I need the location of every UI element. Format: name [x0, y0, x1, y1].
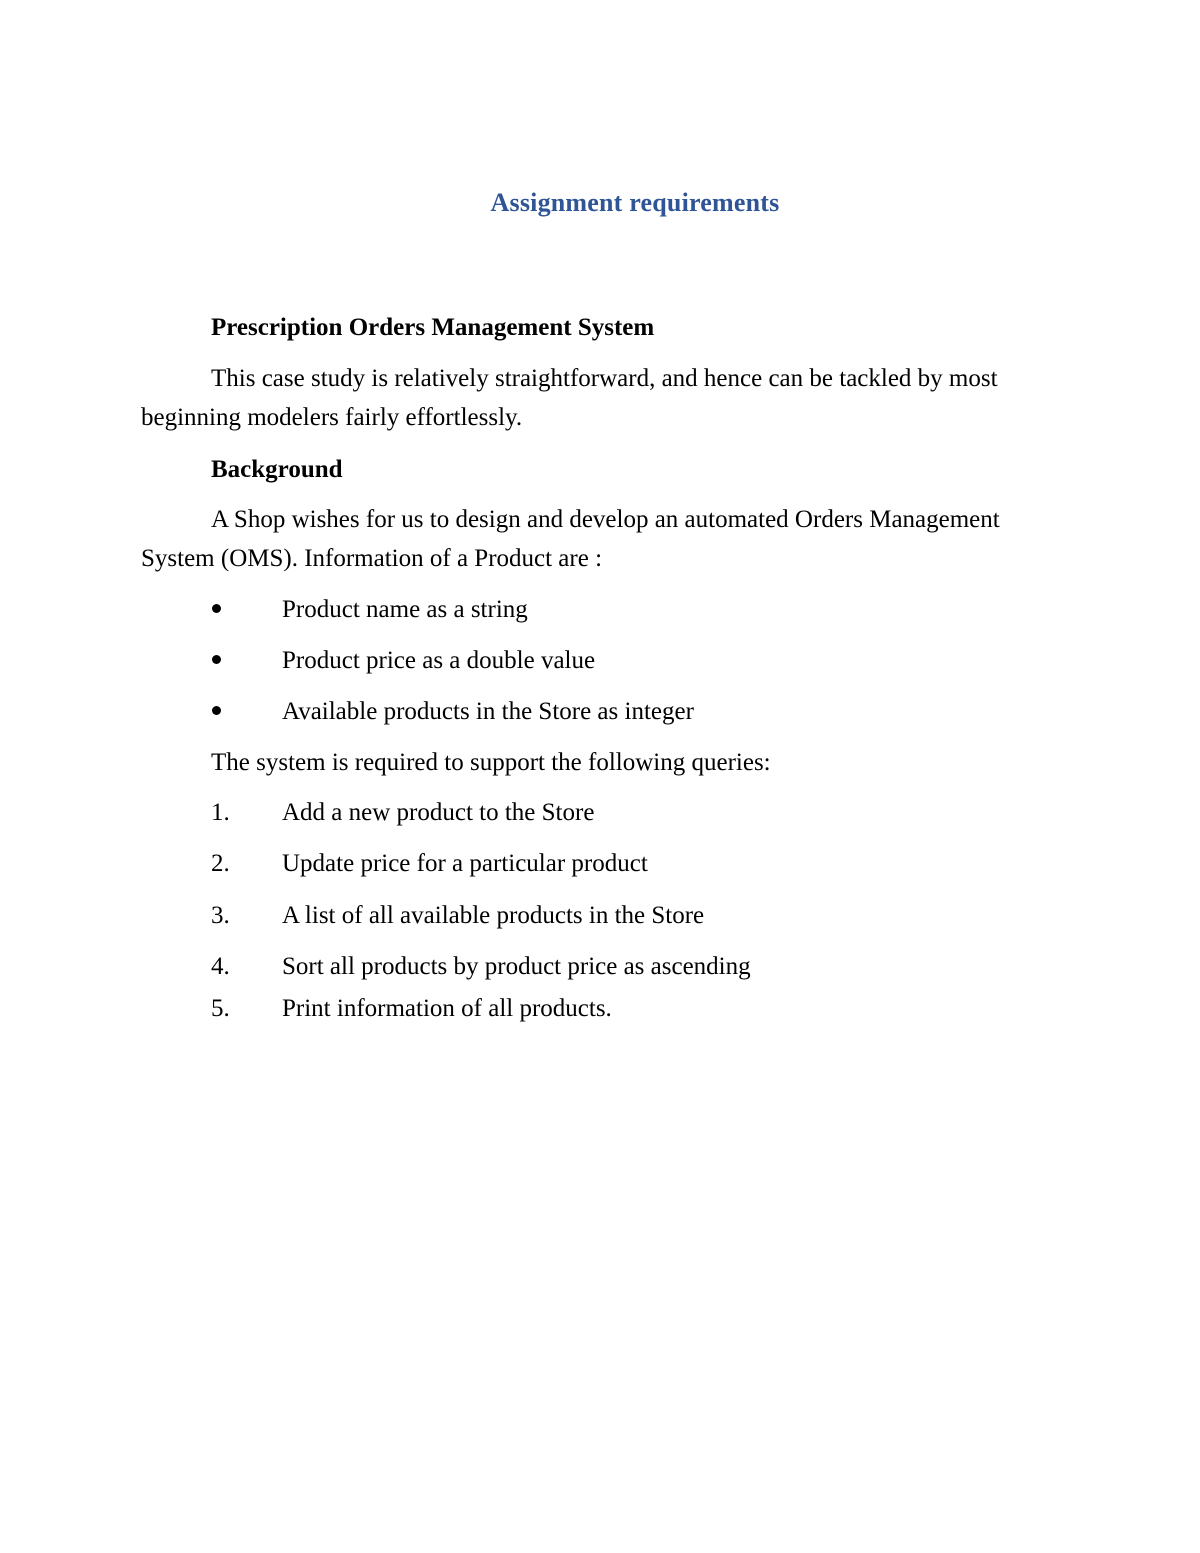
list-item: Available products in the Store as integer [282, 698, 694, 725]
list-item: A list of all available products in the Store [282, 902, 705, 929]
queries-intro: The system is required to support the following queries: [211, 749, 771, 776]
list-item: Print information of all products. [282, 995, 612, 1022]
document-title: Assignment requirements [490, 188, 780, 217]
section-heading: Prescription Orders Management System [211, 314, 655, 341]
bullet-icon [212, 706, 221, 715]
bullet-icon [212, 604, 221, 613]
bullet-icon [212, 655, 221, 664]
list-item: Product name as a string [282, 596, 528, 623]
list-item: Update price for a particular product [282, 850, 648, 877]
list-item: Product price as a double value [282, 647, 596, 674]
list-number: 4. [211, 953, 230, 980]
background-paragraph-line-1: A Shop wishes for us to design and develop an automated Orders Management [211, 506, 1000, 533]
list-number: 5. [211, 995, 230, 1022]
list-item: Sort all products by product price as ascending [282, 953, 751, 980]
intro-paragraph-line-1: This case study is relatively straightforward, and hence can be tackled by most [211, 365, 998, 392]
list-number: 2. [211, 850, 230, 877]
list-number: 3. [211, 902, 230, 929]
background-heading: Background [211, 456, 343, 483]
list-item: Add a new product to the Store [282, 799, 595, 826]
list-number: 1. [211, 799, 230, 826]
background-paragraph-line-2: System (OMS). Information of a Product are : [141, 545, 603, 572]
intro-paragraph-line-2: beginning modelers fairly effortlessly. [141, 404, 523, 431]
